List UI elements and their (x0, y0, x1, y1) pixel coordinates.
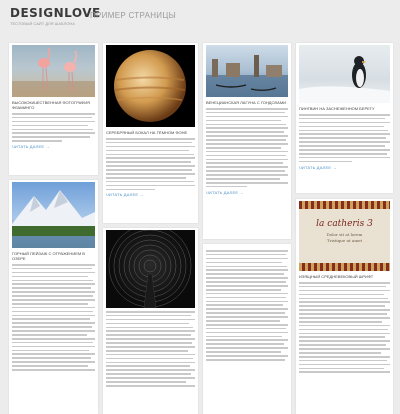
post-excerpt (299, 282, 390, 373)
book-decoration-bottom (299, 263, 390, 271)
post-card-stars (103, 228, 198, 414)
post-image-planet[interactable] (106, 45, 195, 127)
post-card-quote (203, 244, 291, 414)
post-excerpt (106, 138, 195, 190)
post-excerpt (206, 108, 288, 187)
post-image-venice[interactable] (206, 45, 288, 97)
post-card-penguin (296, 43, 393, 193)
post-title[interactable]: ВЕНЕЦИАНСКАЯ ЛАГУНА С ГОНДОЛАМИ (206, 100, 287, 105)
post-excerpt (206, 250, 288, 361)
post-card-mountain (9, 180, 98, 414)
read-more-link[interactable]: ЧИТАТЬ ДАЛЕЕ → (206, 189, 244, 195)
read-more-link[interactable]: ЧИТАТЬ ДАЛЕЕ → (299, 164, 337, 170)
post-image-mountain[interactable] (12, 182, 95, 248)
post-image-flamingo[interactable] (12, 45, 95, 97)
post-excerpt (299, 114, 390, 162)
post-excerpt (12, 113, 95, 142)
post-excerpt (106, 311, 195, 387)
site-logo[interactable] (10, 6, 101, 26)
post-title[interactable]: ПИНГВИН НА ЗАСНЕЖЕННОМ БЕРЕГУ (299, 106, 375, 111)
book-subline-2: Tristique ut amet (326, 238, 363, 243)
book-decoration-top (299, 201, 390, 209)
post-title[interactable]: ВЫСОКОКАЧЕСТВЕННАЯ ФОТОГРАФИЯ ФЛАМИНГО (12, 100, 90, 110)
book-subline-1: Dolor sit at lorem (326, 232, 363, 237)
post-card-planet (103, 43, 198, 223)
post-card-book (296, 199, 393, 414)
post-title[interactable]: СЕРЕБРЯНЫЙ БОКАЛ НА ТЁМНОМ ФОНЕ (106, 130, 188, 135)
book-heading: la catheris 3 (316, 219, 373, 229)
post-title[interactable]: ГОРНЫЙ ПЕЙЗАЖ С ОТРАЖЕНИЕМ В ОЗЕРЕ (12, 251, 85, 261)
post-image-stars[interactable] (106, 230, 195, 308)
site-tagline: ТЕСТОВЫЙ САЙТ ДЛЯ ШАБЛОНА (10, 21, 75, 26)
post-excerpt (12, 264, 95, 371)
post-title[interactable]: ИЗЯЩНЫЙ СРЕДНЕВЕКОВЫЙ ШРИФТ (299, 274, 374, 279)
book-caption (299, 219, 390, 243)
post-image-penguin[interactable] (299, 45, 390, 103)
logo-text: DESIGNLOVE (10, 6, 101, 20)
site-header (0, 0, 400, 38)
nav-link-sample-page[interactable]: ПРИМЕР СТРАНИЦЫ (90, 11, 176, 20)
post-card-venice (203, 43, 291, 239)
read-more-link[interactable]: ЧИТАТЬ ДАЛЕЕ → (106, 192, 144, 198)
post-card-flamingo (9, 43, 98, 175)
post-image-book[interactable] (299, 201, 390, 271)
read-more-link[interactable]: ЧИТАТЬ ДАЛЕЕ → (12, 144, 50, 150)
